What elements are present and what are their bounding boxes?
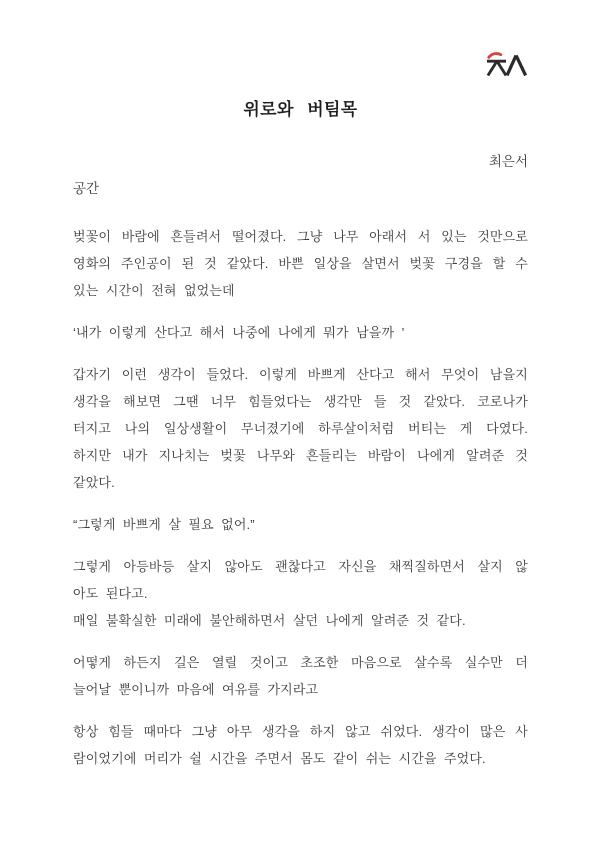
text-line: 생각을 해보면 그땐 너무 힘들었다는 생각만 들 것 같았다. 코로나가 — [73, 394, 528, 409]
paragraph — [73, 553, 528, 607]
text-line: 갑자기 이런 생각이 들었다. 이렇게 바쁘게 산다고 해서 무엇이 남을지 — [73, 367, 528, 382]
text-line: 항상 힘들 때마다 그냥 아무 생각을 하지 않고 쉬었다. 생각이 많은 사 — [73, 724, 528, 739]
quote-paragraph — [73, 319, 528, 346]
text-line: 하지만 내가 지나치는 벚꽃 나무와 흔들리는 바람이 나에게 알려준 것 — [73, 448, 528, 463]
body-text — [73, 223, 528, 772]
text-line: 있는 시간이 전혀 없었는데 — [73, 283, 235, 298]
paragraph — [73, 718, 528, 772]
text-line: 아도 된다고. — [73, 586, 148, 601]
page-title: 위로와 버팀목 — [243, 100, 358, 119]
quote-paragraph — [73, 511, 528, 538]
text-line: 람이었기에 머리가 쉴 시간을 주면서 몸도 같이 쉬는 시간을 주었다. — [73, 751, 486, 766]
publisher-logo — [73, 50, 528, 78]
paragraph — [73, 607, 528, 634]
text-line: “그렇게 바쁘게 살 필요 없어.” — [73, 517, 255, 532]
text-line: 어떻게 하든지 길은 열릴 것이고 초조한 마음으로 살수록 실수만 더 — [73, 655, 528, 670]
text-line: ‘내가 이렇게 산다고 해서 나중에 나에게 뭐가 남을까 ’ — [73, 325, 405, 340]
logo-icon — [486, 50, 528, 78]
text-line: 터지고 나의 일상생활이 무너졌기에 하루살이처럼 버티는 게 다였다. — [73, 421, 528, 436]
text-line: 매일 불확실한 미래에 불안해하면서 살던 나에게 알려준 것 같다. — [73, 613, 466, 628]
text-line: 그렇게 아등바등 살지 않아도 괜찮다고 자신을 채찍질하면서 살지 않 — [73, 559, 528, 574]
text-line: 영화의 주인공이 된 것 같았다. 바쁜 일상을 살면서 벚꽃 구경을 할 수 — [73, 256, 528, 271]
affiliation-label: 공간 — [73, 181, 100, 196]
paragraph — [73, 361, 528, 496]
paragraph — [73, 649, 528, 703]
text-line: 같았다. — [73, 475, 115, 490]
text-line: 벚꽃이 바람에 흔들려서 떨어졌다. 그냥 나무 아래서 서 있는 것만으로 — [73, 229, 528, 244]
author-name: 최은서 — [488, 154, 528, 169]
text-line: 늘어날 뿐이니까 마음에 여유를 가지라고 — [73, 682, 319, 697]
paragraph — [73, 223, 528, 304]
